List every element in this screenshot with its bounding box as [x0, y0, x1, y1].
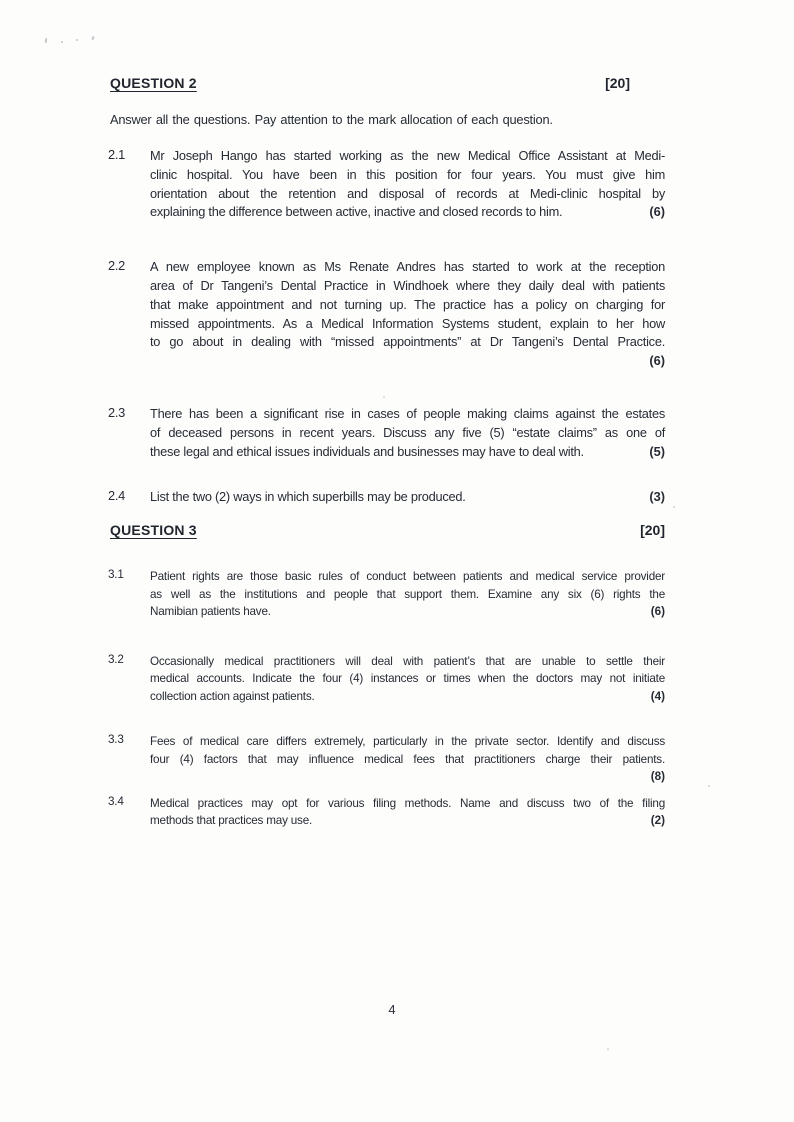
text-line: Fees of medical care differs extremely, particularly in the private sector. Identify and discuss [150, 735, 665, 749]
question-item-2-4 [108, 488, 665, 507]
question-item-2-2 [108, 258, 665, 371]
item-body [150, 653, 665, 706]
scan-artifact [76, 39, 78, 41]
question-item-2-3 [108, 405, 665, 461]
text-line [150, 812, 665, 830]
question-2-header [108, 74, 665, 93]
text-line: Medical practices may opt for various filing methods. Name and discuss two of the filing [150, 796, 665, 810]
text-line: clinic hospital. You have been in this position for four years. You must give him [150, 166, 665, 182]
item-number: 2.4 [108, 488, 126, 504]
question-2-total-marks: [20] [605, 75, 630, 91]
text-line: Occasionally medical practitioners will deal with patient’s that are unable to settle their [150, 654, 665, 668]
text-line-content: collection action against patients. [150, 689, 315, 703]
question-3-header [108, 521, 665, 540]
text-line: of deceased persons in recent years. Discuss any five (5) “estate claims” as one of [150, 424, 665, 440]
item-body [150, 258, 665, 371]
scan-artifact [61, 41, 63, 43]
text-line-content: methods that practices may use. [150, 814, 313, 828]
item-number: 3.4 [108, 794, 124, 808]
scan-artifact [607, 1048, 609, 1050]
item-number: 3.1 [108, 568, 124, 582]
mark-allocation: (5) [649, 443, 665, 459]
scan-artifact [673, 506, 675, 508]
mark-allocation: (4) [650, 689, 665, 703]
text-line: A new employee known as Ms Renate Andres has started to work at the reception [150, 259, 665, 275]
mark-allocation: (2) [650, 814, 665, 828]
text-line [150, 768, 665, 786]
question-3-title: QUESTION 3 [110, 522, 197, 539]
item-number: 2.3 [108, 404, 126, 420]
item-number: 2.1 [108, 147, 126, 162]
text-line-content: these legal and ethical issues individuals and businesses may have to deal with. [150, 443, 584, 459]
mark-allocation: (8) [650, 770, 665, 784]
question-item-3-3 [108, 733, 665, 786]
text-line: as well as the institutions and people that support them. Examine any six (6) rights the [150, 587, 665, 601]
text-line [150, 603, 665, 621]
text-line: Mr Joseph Hango has started working as the new Medical Office Assistant at Medi- [150, 148, 665, 163]
mark-allocation: (6) [649, 204, 665, 220]
text-line [150, 352, 665, 371]
text-line [150, 203, 665, 222]
text-line: area of Dr Tangeni’s Dental Practice in Windhoek where they daily deal with patients [150, 277, 665, 293]
text-line: medical accounts. Indicate the four (4) instances or times when the doctors may not initiate [150, 672, 665, 686]
text-line: orientation about the retention and disposal of records at Medi-clinic hospital by [150, 185, 665, 201]
document-content [108, 0, 665, 830]
mark-allocation: (6) [650, 605, 665, 619]
text-line: four (4) factors that may influence medical fees that practitioners charge their patients. [150, 752, 665, 766]
question-item-3-4 [108, 795, 665, 830]
question-item-3-2 [108, 653, 665, 706]
item-body [150, 568, 665, 621]
text-line: Patient rights are those basic rules of conduct between patients and medical service provider [150, 570, 665, 584]
question-2-title: QUESTION 2 [110, 75, 197, 91]
item-body [150, 733, 665, 786]
text-line [150, 488, 665, 507]
scan-artifact [45, 38, 47, 43]
text-line: to go about in dealing with “missed appointments” at Dr Tangeni’s Dental Practice. [150, 334, 665, 350]
page-number: 4 [388, 1002, 396, 1017]
item-body [150, 795, 665, 830]
item-body [150, 405, 665, 461]
text-line-content: explaining the difference between active, inactive and closed records to him. [150, 204, 563, 220]
text-line-content: Namibian patients have. [150, 605, 271, 619]
scan-artifact [708, 785, 710, 787]
text-line: There has been a significant rise in cases of people making claims against the estates [150, 405, 665, 421]
item-number: 2.2 [108, 258, 126, 274]
item-number: 3.3 [108, 733, 124, 747]
text-line [150, 688, 665, 706]
scan-artifact [91, 36, 94, 40]
question-item-2-1 [108, 147, 665, 222]
text-line-content: List the two (2) ways in which superbills may be produced. [150, 489, 466, 505]
item-number: 3.2 [108, 652, 124, 666]
question-item-3-1 [108, 568, 665, 621]
mark-allocation: (3) [649, 489, 665, 505]
text-line: missed appointments. As a Medical Information Systems student, explain to her how [150, 315, 665, 331]
item-body [150, 488, 665, 507]
item-body [150, 147, 665, 222]
question-3-total-marks: [20] [640, 522, 665, 539]
text-line [150, 443, 665, 462]
instructions-text: Answer all the questions. Pay attention to the mark allocation of each question. [110, 112, 553, 127]
mark-allocation: (6) [649, 353, 665, 369]
text-line: that make appointment and not turning up. The practice has a policy on charging for [150, 296, 665, 312]
